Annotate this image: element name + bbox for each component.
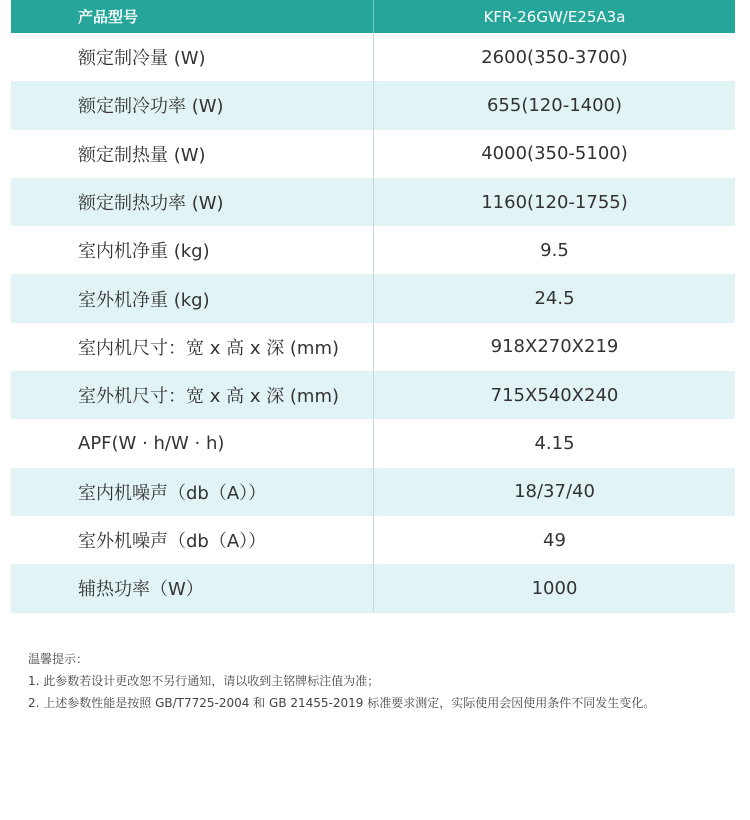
row-value: 4.15 — [373, 419, 735, 467]
row-label: 室内机尺寸：宽 x 高 x 深 (mm) — [78, 337, 340, 359]
row-label: APF(W · h/W · h) — [78, 433, 225, 455]
row-label: 额定制冷量 (W) — [78, 48, 206, 70]
row-label: 辅热功率（W） — [78, 579, 204, 601]
table-row — [11, 81, 735, 129]
row-value: 49 — [373, 516, 735, 564]
row-label: 室外机净重 (kg) — [78, 289, 210, 311]
table-row — [11, 178, 735, 226]
spec-table — [11, 0, 735, 613]
table-row — [11, 371, 735, 419]
notes-title: 温馨提示： — [28, 652, 89, 666]
row-label: 额定制热量 (W) — [78, 144, 206, 166]
row-label: 室外机噪声（db（A）） — [78, 531, 267, 553]
header-label: 产品型号 — [78, 8, 139, 26]
row-value: 918X270X219 — [373, 323, 735, 371]
notes-section — [28, 648, 655, 714]
row-value: 1000 — [373, 564, 735, 612]
row-label: 室外机尺寸：宽 x 高 x 深 (mm) — [78, 386, 340, 408]
table-row — [11, 33, 735, 81]
row-value: 655(120-1400) — [373, 81, 735, 129]
row-value: 24.5 — [373, 274, 735, 322]
notes-item: 1. 此参数若设计更改恕不另行通知，请以收到主铭牌标注值为准； — [28, 674, 380, 688]
row-value: 4000(350-5100) — [373, 130, 735, 178]
row-label: 室内机噪声（db（A）） — [78, 482, 267, 504]
row-value: 1160(120-1755) — [373, 178, 735, 226]
table-row — [11, 468, 735, 516]
row-value: 18/37/40 — [373, 468, 735, 516]
table-row — [11, 323, 735, 371]
row-value: 715X540X240 — [373, 371, 735, 419]
row-value: 9.5 — [373, 226, 735, 274]
table-row — [11, 130, 735, 178]
table-row — [11, 516, 735, 564]
table-row — [11, 419, 735, 467]
table-row — [11, 226, 735, 274]
row-value: 2600(350-3700) — [373, 33, 735, 81]
notes-item: 2. 上述参数性能是按照 GB/T7725-2004 和 GB 21455-2019 标准要求测定，实际使用会因使用条件不同发生变化。 — [28, 696, 656, 710]
header-model-value: KFR-26GW/E25A3a — [373, 0, 735, 33]
row-label: 额定制冷功率 (W) — [78, 96, 224, 118]
row-label: 额定制热功率 (W) — [78, 193, 224, 215]
table-header-row — [11, 0, 735, 33]
row-label: 室内机净重 (kg) — [78, 241, 210, 263]
table-row — [11, 274, 735, 322]
table-row — [11, 564, 735, 612]
